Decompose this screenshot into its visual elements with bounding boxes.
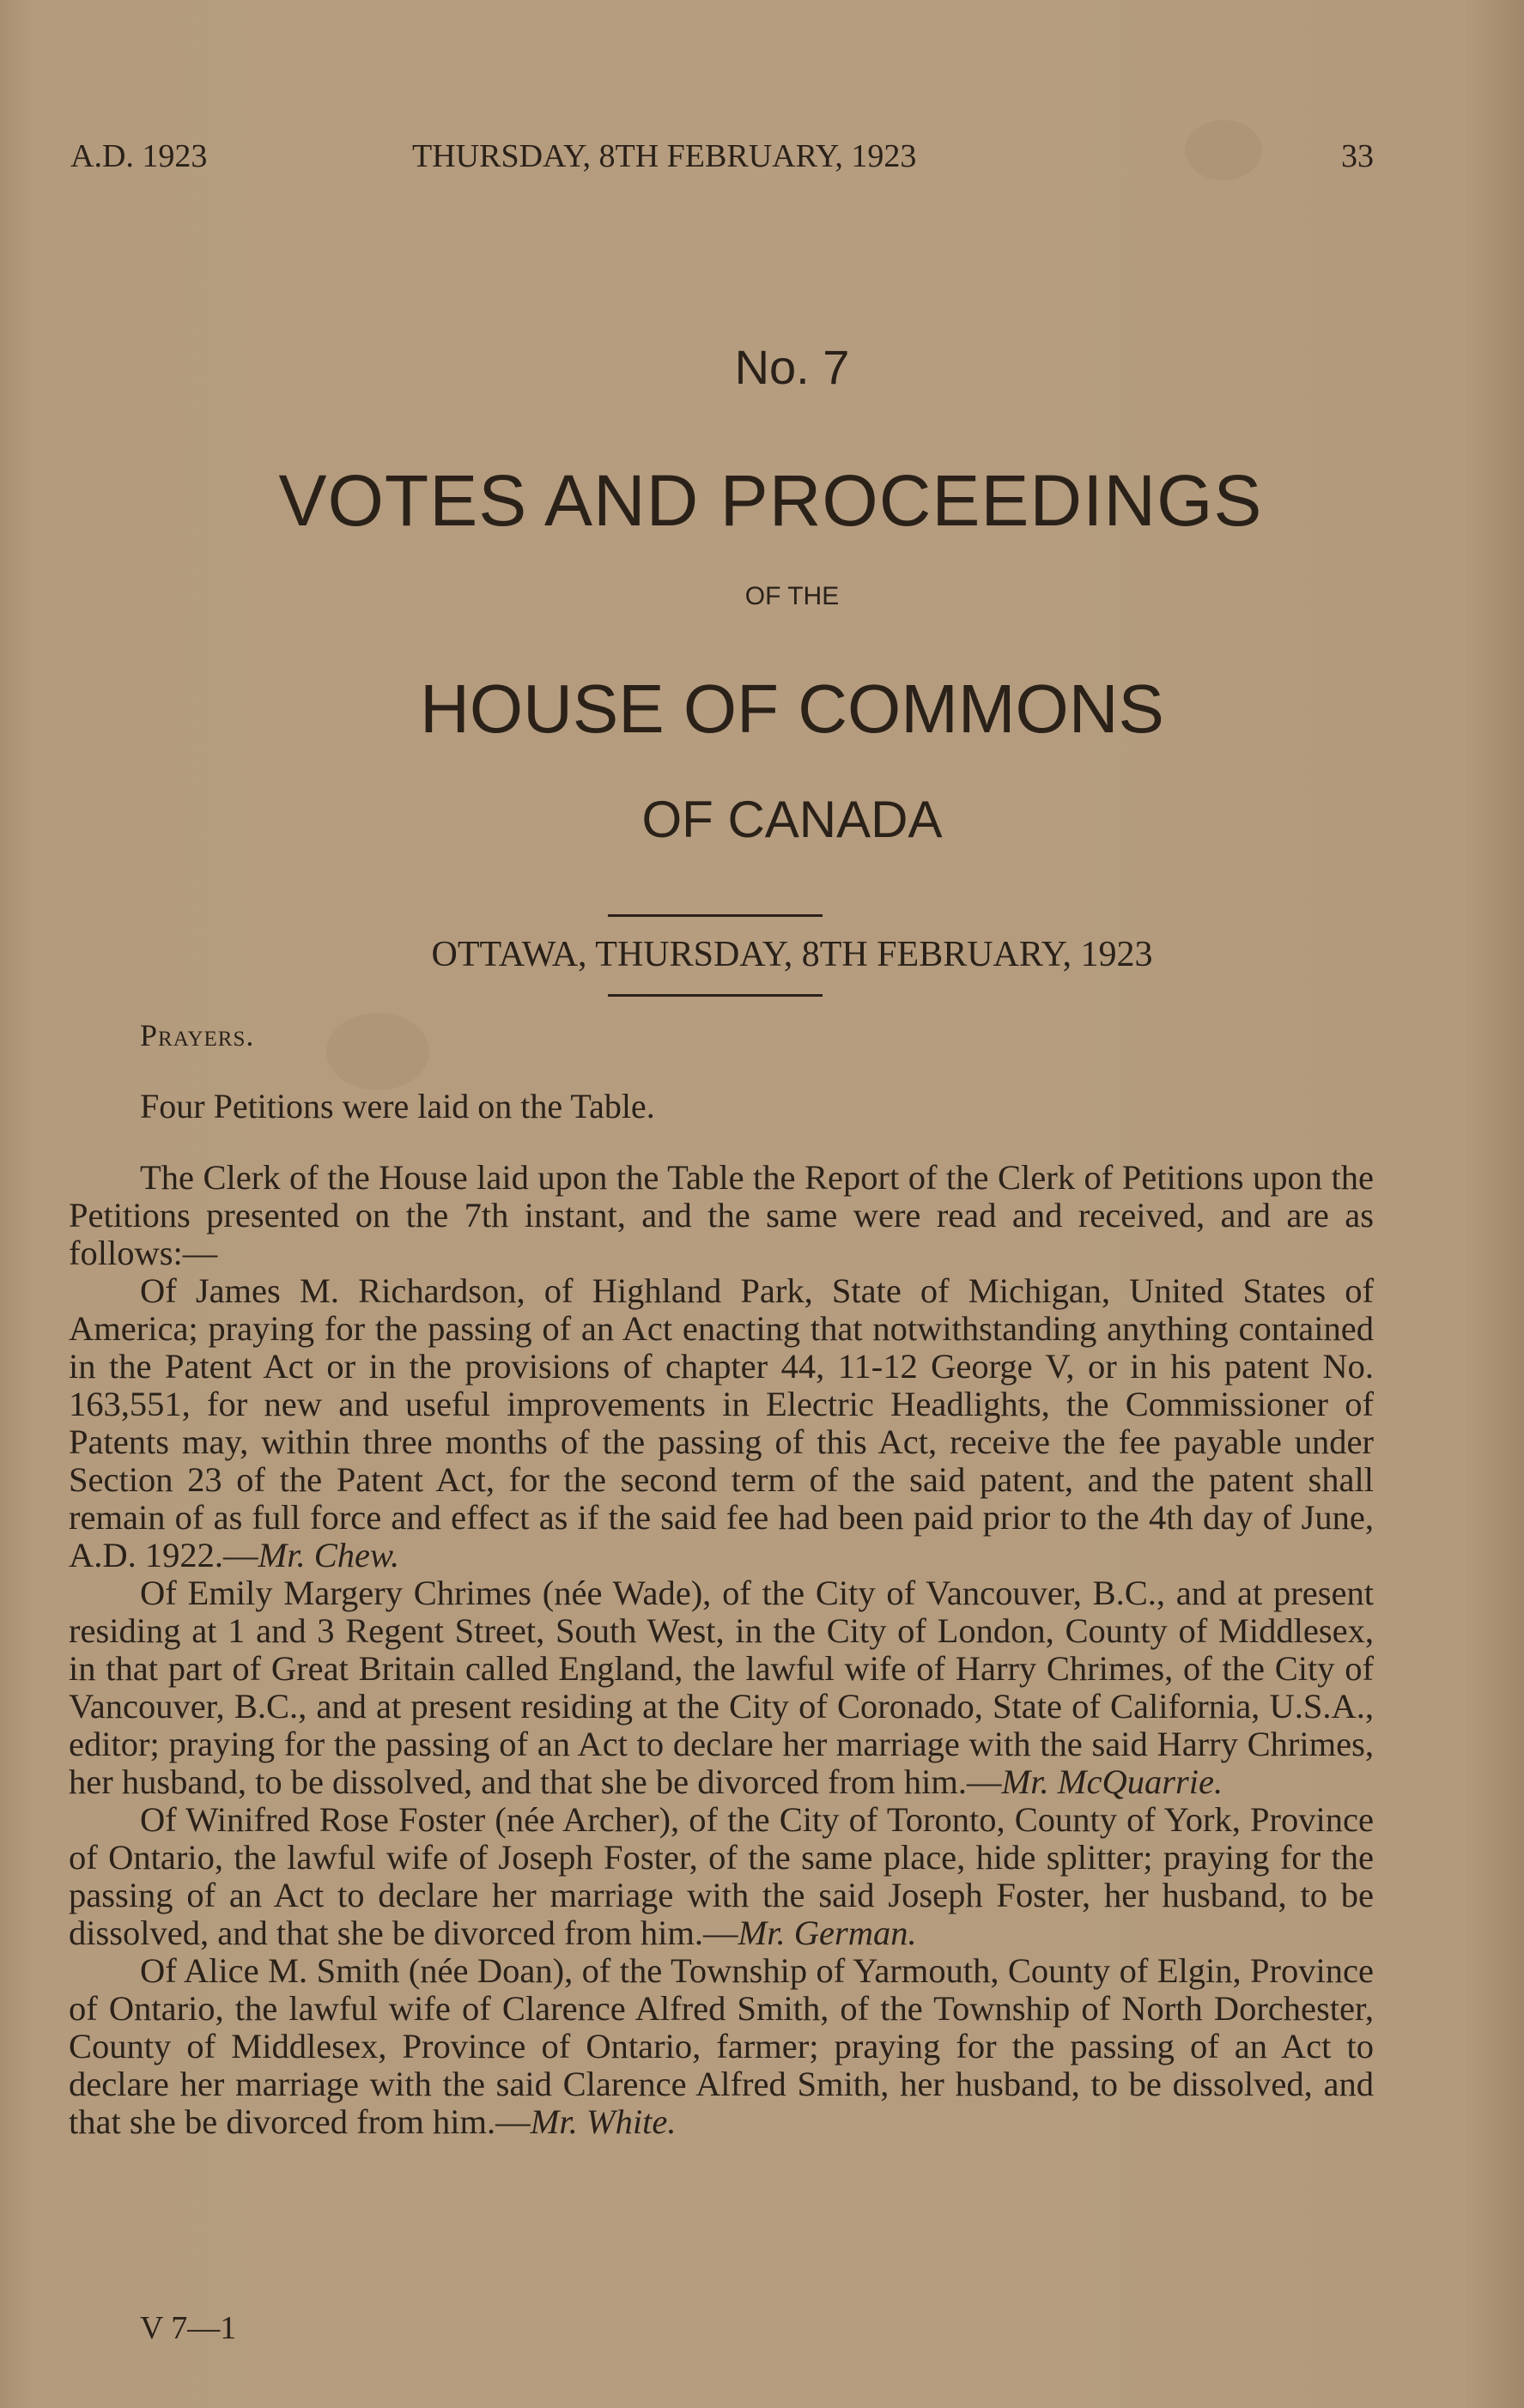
member-name: Mr. White. <box>530 2102 677 2141</box>
divider-top <box>608 914 823 917</box>
paragraph-petition-smith <box>69 1952 1374 2141</box>
house-heading: HOUSE OF COMMONS <box>420 670 1164 747</box>
running-head <box>0 137 1524 180</box>
paragraph-petition-foster <box>69 1801 1374 1952</box>
petitions-laid-line: Four Petitions were laid on the Table. <box>140 1087 655 1125</box>
title-connector: OF THE <box>744 582 840 610</box>
divider-bottom <box>608 994 823 997</box>
paragraph-petition-chrimes <box>69 1574 1374 1801</box>
petition-text: Of Emily Margery Chrimes (née Wade), of the City of Vancouver, B.C., and at present residing at 1 and 3 Regent Street, South West, in the City of London, County of Middlesex, in that part of Great Britain called England, the lawful wife of Harry Chrimes, of the City of Vancouver, B.C., and at present residing at the City of Coronado, State of California, U.S.A., editor; praying for the passing of an Act to declare her marriage with the said Harry Chrimes, her husband, to be dissolved, and that she be divorced from him.— <box>69 1574 1374 1801</box>
paragraph-clerk-report: The Clerk of the House laid upon the Table the Report of the Clerk of Petitions upon the Petitions presented on the 7th instant, and the same were read and received, and are as follows:— <box>69 1158 1374 1272</box>
member-name: Mr. McQuarrie. <box>1001 1762 1223 1801</box>
proceedings-body <box>69 1159 1374 2141</box>
prayers-heading: Prayers. <box>140 1018 255 1052</box>
running-head-year: A.D. 1923 <box>70 138 208 174</box>
member-name: Mr. Chew. <box>258 1536 400 1574</box>
paragraph-petition-richardson <box>69 1272 1374 1574</box>
issue-number: No. 7 <box>734 340 850 394</box>
member-name: Mr. German. <box>738 1914 917 1952</box>
dateline: OTTAWA, THURSDAY, 8TH FEBRUARY, 1923 <box>431 935 1153 974</box>
canada-heading: OF CANADA <box>641 791 943 848</box>
signature-mark: V 7—1 <box>140 2310 237 2346</box>
petition-text: Of James M. Richardson, of Highland Park, State of Michigan, United States of America; praying for the passing of an Act enacting that notwithstanding anything contained in the Patent Act or in the provisions of chapter 44, 11-12 George V, or in his patent No. 163,551, for new and useful improvements in Electric Headlights, the Commissioner of Patents may, within three months of the passing of this Act, receive the fee payable under Section 23 of the Patent Act, for the second term of the said patent, and the patent shall remain of as full force and effect as if the said fee had been paid prior to the 4th day of June, A.D. 1922.— <box>69 1271 1374 1574</box>
petition-text: Of Winifred Rose Foster (née Archer), of the City of Toronto, County of York, Province of Ontario, the lawful wife of Joseph Foster, of the same place, hide splitter; praying for the passing of an Act to declare her marriage with the said Joseph Foster, her husband, to be dissolved, and that she be divorced from him.— <box>69 1800 1374 1952</box>
running-head-date: THURSDAY, 8TH FEBRUARY, 1923 <box>412 138 917 174</box>
petition-text: Of Alice M. Smith (née Doan), of the Township of Yarmouth, County of Elgin, Province of Ontario, the lawful wife of Clarence Alfred Smith, of the Township of North Dorchester, County of Middlesex, Province of Ontario, farmer; praying for the passing of an Act to declare her marriage with the said Clarence Alfred Smith, her husband, to be dissolved, and that she be divorced from him.— <box>69 1951 1374 2141</box>
page-number: 33 <box>1341 138 1374 174</box>
document-title: VOTES AND PROCEEDINGS <box>278 460 1263 541</box>
paper-stain <box>326 1013 429 1090</box>
